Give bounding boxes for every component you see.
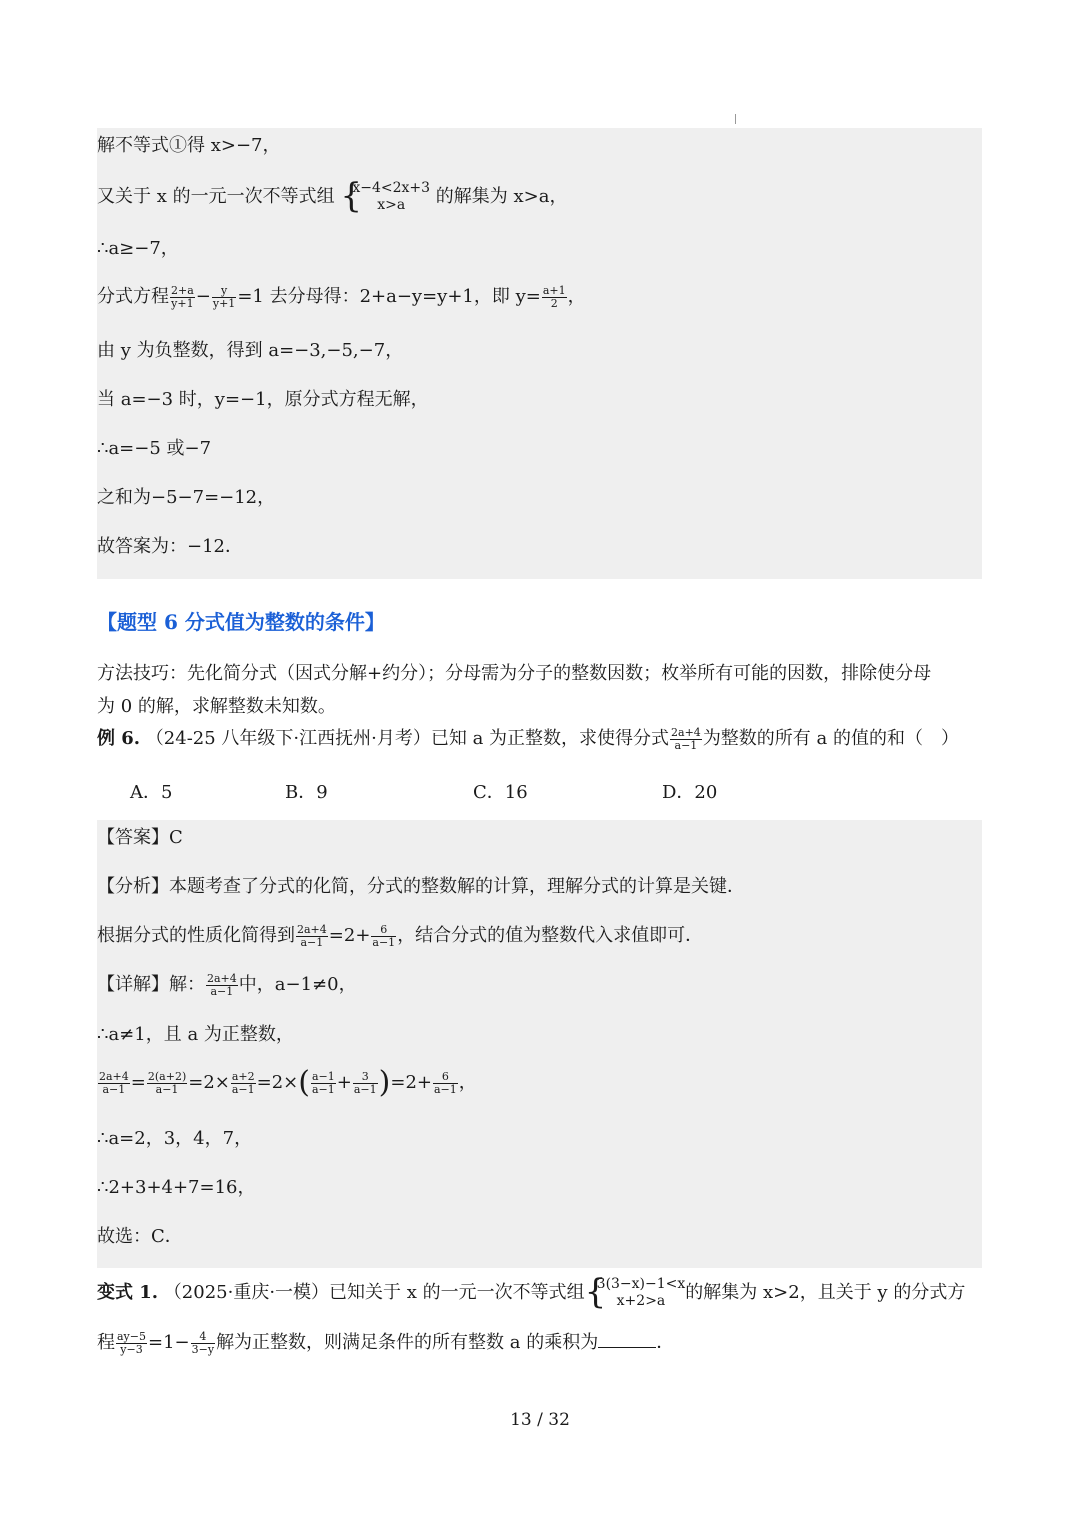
box1-line-2: [97, 176, 568, 216]
fraction: [98, 1071, 130, 1096]
box2-line-3: [97, 923, 703, 949]
denominator: a−1: [372, 935, 396, 949]
text: =2×: [256, 1072, 299, 1093]
choice-c[interactable]: C．16: [473, 782, 528, 803]
system-row: x+2>a: [616, 1293, 666, 1309]
brace-icon: {: [340, 176, 362, 216]
text: =: [130, 1072, 146, 1093]
box1-line-2-text-b: 的解集为 x>a，: [435, 186, 568, 207]
brace-icon: {: [584, 1272, 607, 1312]
numerator: 2a+4: [99, 1069, 129, 1083]
text: 【详解】解：: [97, 974, 205, 995]
numerator: 6: [371, 924, 396, 937]
section-title: 【题型 6 分式值为整数的条件】: [97, 610, 385, 634]
variant-text-a: （2025·重庆·一模）已知关于 x 的一元一次不等式组: [163, 1282, 585, 1303]
box1-line-5: 由 y 为负整数，得到 a=−3,−5,−7，: [97, 340, 404, 361]
fraction: [231, 1071, 256, 1096]
fraction: [353, 1071, 378, 1096]
answer-line: 【答案】C: [97, 827, 183, 848]
variant-1-line-2: [97, 1329, 674, 1356]
text: 解为正整数，则满足条件的所有整数 a 的乘积为: [216, 1332, 599, 1353]
denominator: y+1: [212, 296, 236, 310]
numerator: 3: [353, 1071, 378, 1084]
numerator: 4: [191, 1331, 215, 1344]
text-cursor-mark: [735, 114, 736, 124]
text: ．: [656, 1332, 675, 1353]
numerator: a−1: [311, 1069, 335, 1083]
denominator: a−1: [231, 1082, 255, 1096]
fraction: [212, 285, 236, 310]
fraction: [670, 727, 702, 752]
text: =2+: [328, 925, 371, 946]
text: 程: [97, 1332, 115, 1353]
box1-line-7: ∴a=−5 或−7: [97, 438, 212, 459]
box1-line-6: 当 a=−3 时，y=−1，原分式方程无解，: [97, 389, 429, 410]
box1-line-2-text-a: 又关于 x 的一元一次不等式组: [97, 186, 335, 207]
text: +: [336, 1072, 352, 1093]
box2-line-8: ∴2+3+4+7=16，: [97, 1177, 256, 1198]
box2-line-6: [97, 1065, 477, 1100]
denominator: a−1: [433, 1082, 457, 1096]
text: =1 去分母得：2+a−y=y+1，即 y=: [237, 286, 541, 307]
denominator: a−1: [210, 984, 234, 998]
numerator: a+2: [231, 1069, 255, 1083]
variant-text-b: 的解集为 x>2，且关于 y 的分式方: [685, 1282, 966, 1303]
fraction: [311, 1071, 336, 1096]
numerator: 2a+4: [207, 971, 237, 985]
box1-line-8: 之和为−5−7=−12，: [97, 487, 276, 508]
denominator: a−1: [311, 1082, 335, 1096]
fraction: [116, 1331, 147, 1356]
numerator: 2a+4: [671, 725, 701, 739]
inequality-system-2: [584, 1272, 686, 1312]
numerator: 2(a+2): [147, 1069, 187, 1083]
denominator: y+1: [171, 296, 194, 310]
variant-label: 变式 1.: [97, 1282, 159, 1303]
numerator: 2+a: [171, 283, 194, 297]
system-row: x−4<2x+3: [352, 180, 431, 196]
denominator: a−1: [102, 1082, 126, 1096]
denominator: y−3: [120, 1342, 143, 1356]
text: 中，a−1≠0，: [238, 974, 357, 995]
fraction: [371, 924, 396, 949]
numerator: 6: [433, 1071, 458, 1084]
example-label: 例 6.: [97, 728, 141, 749]
example-text-b: 为整数的所有 a 的值的和（ ）: [702, 728, 959, 749]
fraction: [542, 285, 567, 310]
fraction: [191, 1331, 215, 1356]
box1-line-4: [97, 284, 586, 310]
fraction: [170, 285, 195, 310]
box1-line-3: ∴a≥−7，: [97, 238, 179, 259]
box1-line-9: 故答案为：−12．: [97, 536, 243, 557]
denominator: 3−y: [191, 1342, 215, 1356]
box2-line-4: [97, 972, 357, 998]
box2-line-5: ∴a≠1，且 a 为正整数，: [97, 1024, 294, 1045]
text: =1−: [148, 1332, 190, 1353]
fraction: [147, 1071, 187, 1096]
method-line-2: 为 0 的解，求解整数未知数。: [97, 696, 336, 717]
denominator: 2: [550, 296, 558, 310]
numerator: 2a+4: [297, 922, 327, 936]
box1-line-1: 解不等式①得 x>−7，: [97, 135, 281, 156]
numerator: y: [212, 285, 236, 298]
box2-line-7: ∴a=2，3，4，7，: [97, 1128, 253, 1149]
fraction: [206, 973, 238, 998]
page-number: 13 / 32: [510, 1410, 570, 1430]
text: ，: [567, 286, 586, 307]
box2-line-9: 故选：C．: [97, 1226, 183, 1247]
text: ，结合分式的值为整数代入求值即可．: [397, 925, 704, 946]
fraction: [296, 924, 328, 949]
denominator: a−1: [300, 935, 324, 949]
inequality-system-1: [340, 176, 431, 216]
text: =2+: [390, 1072, 432, 1093]
text: 分式方程: [97, 286, 169, 307]
method-line-1: 方法技巧：先化简分式（因式分解+约分）；分母需为分子的整数因数；枚举所有可能的因数，排除使分母: [97, 663, 932, 684]
denominator: a−1: [353, 1082, 377, 1096]
left-paren: (: [298, 1065, 310, 1100]
system-row: 3(3−x)−1<x: [596, 1276, 686, 1292]
analysis-line: 【分析】本题考查了分式的化简，分式的整数解的计算，理解分式的计算是关键．: [97, 876, 745, 897]
choice-b[interactable]: B．9: [285, 782, 328, 803]
text: ，: [458, 1072, 477, 1093]
text: =2×: [188, 1072, 230, 1093]
choice-d[interactable]: D．20: [662, 782, 718, 803]
denominator: a−1: [155, 1082, 179, 1096]
example-6: [97, 726, 959, 752]
fraction: [433, 1071, 458, 1096]
example-text-a: （24-25 八年级下·江西抚州·月考）已知 a 为正整数，求使得分式: [145, 728, 670, 749]
choice-a[interactable]: A．5: [130, 782, 173, 803]
numerator: a+1: [542, 283, 566, 297]
numerator: ay−5: [117, 1329, 146, 1343]
answer-blank[interactable]: [598, 1329, 656, 1348]
system-row: x>a: [377, 197, 406, 213]
right-paren: ): [378, 1065, 391, 1100]
text: −: [195, 286, 211, 307]
variant-1-line-1: [97, 1272, 966, 1312]
denominator: a−1: [674, 738, 698, 752]
text: 根据分式的性质化简得到: [97, 925, 295, 946]
